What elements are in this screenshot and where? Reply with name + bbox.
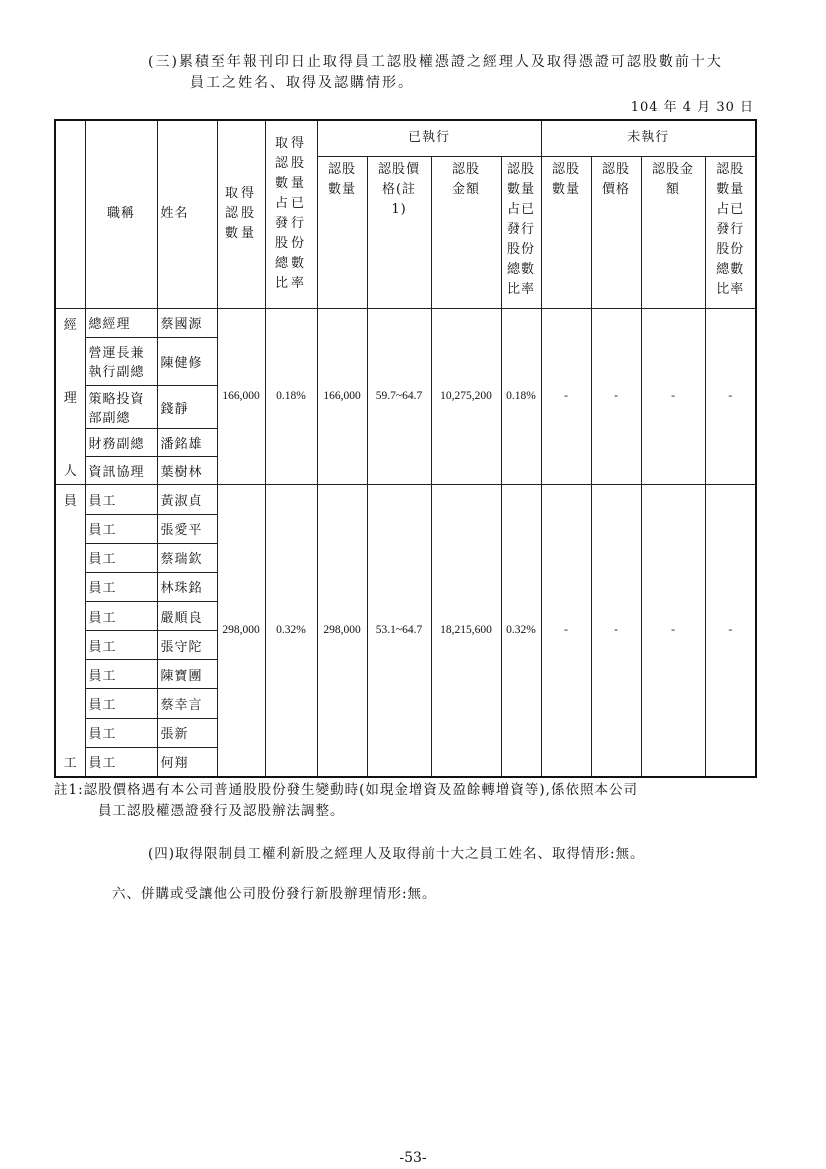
ex-qty-cell: 166,000: [317, 308, 367, 484]
header-ex-ratio: 認股數量占已發行股份總數比率: [501, 156, 541, 308]
ex-ratio-cell: 0.32%: [501, 484, 541, 777]
header-un-qty: 認股數量: [541, 156, 591, 308]
person-name-cell: 嚴順良: [157, 602, 217, 631]
ex-price-cell: 53.1~64.7: [367, 484, 431, 777]
un-ratio-cell: -: [705, 484, 756, 777]
person-name-cell: 葉樹林: [157, 457, 217, 484]
section-6-text: 六、併購或受讓他公司股份發行新股辦理情形:無。: [112, 886, 437, 902]
person-name-cell: 林珠銘: [157, 572, 217, 601]
header-unexercised: 未執行: [541, 120, 756, 156]
person-name-cell: 蔡瑞欽: [157, 543, 217, 572]
person-name-cell: 陳寶團: [157, 660, 217, 689]
job-title-cell: 員工: [85, 602, 157, 631]
ex-qty-cell: 298,000: [317, 484, 367, 777]
section-heading: [148, 52, 758, 94]
job-title-cell: 總經理: [85, 308, 157, 337]
heading-line-1: (三)累積至年報刊印日止取得員工認股權憑證之經理人及取得憑證可認股數前十大: [148, 54, 723, 70]
group-label-char: 經: [63, 317, 77, 333]
header-exercised: 已執行: [317, 120, 541, 156]
person-name-cell: 張新: [157, 718, 217, 747]
ex-ratio-cell: 0.18%: [501, 308, 541, 484]
job-title-cell: 員工: [85, 484, 157, 514]
job-title-cell: 員工: [85, 689, 157, 718]
job-title-cell: 員工: [85, 718, 157, 747]
un-price-cell: -: [591, 308, 641, 484]
job-title-cell: 員工: [85, 572, 157, 601]
header-acquired-ratio: 取得認股數量占已發行股份總數比率: [265, 120, 317, 308]
group-label-char: 員: [63, 493, 77, 509]
header-un-amount: 認股金額: [641, 156, 705, 308]
header-name: 姓名: [157, 120, 217, 308]
person-name-cell: 陳健修: [157, 337, 217, 385]
ex-price-cell: 59.7~64.7: [367, 308, 431, 484]
un-qty-cell: -: [541, 484, 591, 777]
person-name-cell: 潘銘雄: [157, 429, 217, 457]
header-ex-qty: 認股數量: [317, 156, 367, 308]
person-name-cell: 錢靜: [157, 385, 217, 428]
job-title-cell: 員工: [85, 543, 157, 572]
header-ex-amount: 認股金額: [431, 156, 501, 308]
acquired-qty-cell: 166,000: [217, 308, 265, 484]
un-amount-cell: -: [641, 308, 705, 484]
person-name-cell: 張守陀: [157, 631, 217, 660]
job-title-cell: 策略投資部副總: [85, 385, 157, 428]
job-title-cell: 員工: [85, 660, 157, 689]
job-title-cell: 員工: [85, 514, 157, 543]
table-row: [55, 484, 756, 514]
person-name-cell: 蔡幸言: [157, 689, 217, 718]
ex-amount-cell: 10,275,200: [431, 308, 501, 484]
header-title: 職稱: [85, 120, 157, 308]
acquired-qty-cell: 298,000: [217, 484, 265, 777]
table-row: [55, 308, 756, 337]
group-label: [55, 484, 85, 777]
job-title-cell: 資訊協理: [85, 457, 157, 484]
report-date: 104 年 4 月 30 日: [630, 100, 754, 115]
acquired-ratio-cell: 0.32%: [265, 484, 317, 777]
group-label-char: 工: [63, 755, 77, 771]
heading-line-2: 員工之姓名、取得及認購情形。: [190, 75, 414, 91]
un-qty-cell: -: [541, 308, 591, 484]
footnote: [54, 780, 764, 822]
header-acquired-qty: 取得認股數量: [217, 120, 265, 308]
header-ex-price: 認股價格(註1): [367, 156, 431, 308]
header-un-ratio: 認股數量占已發行股份總數比率: [705, 156, 756, 308]
person-name-cell: 何翔: [157, 747, 217, 776]
un-ratio-cell: -: [705, 308, 756, 484]
job-title-cell: 員工: [85, 747, 157, 776]
section-4-text: (四)取得限制員工權利新股之經理人及取得前十大之員工姓名、取得情形:無。: [148, 846, 645, 862]
person-name-cell: 黃淑貞: [157, 484, 217, 514]
page-number: -53-: [399, 1150, 427, 1166]
un-amount-cell: -: [641, 484, 705, 777]
header-un-price: 認股價格: [591, 156, 641, 308]
un-price-cell: -: [591, 484, 641, 777]
person-name-cell: 蔡國源: [157, 308, 217, 337]
job-title-cell: 營運長兼執行副總: [85, 337, 157, 385]
job-title-cell: 財務副總: [85, 429, 157, 457]
group-label-char: 理: [63, 390, 77, 406]
header-group-blank: [55, 120, 85, 308]
job-title-cell: 員工: [85, 631, 157, 660]
person-name-cell: 張愛平: [157, 514, 217, 543]
footnote-line-2: 員工認股權憑證發行及認股辦法調整。: [98, 803, 345, 819]
stock-option-table: [54, 119, 757, 778]
group-label-char: 人: [63, 463, 77, 479]
acquired-ratio-cell: 0.18%: [265, 308, 317, 484]
group-label: [55, 308, 85, 484]
ex-amount-cell: 18,215,600: [431, 484, 501, 777]
footnote-line-1: 註1:認股價格遇有本公司普通股股份發生變動時(如現金增資及盈餘轉增資等),係依照本公司: [54, 782, 638, 798]
